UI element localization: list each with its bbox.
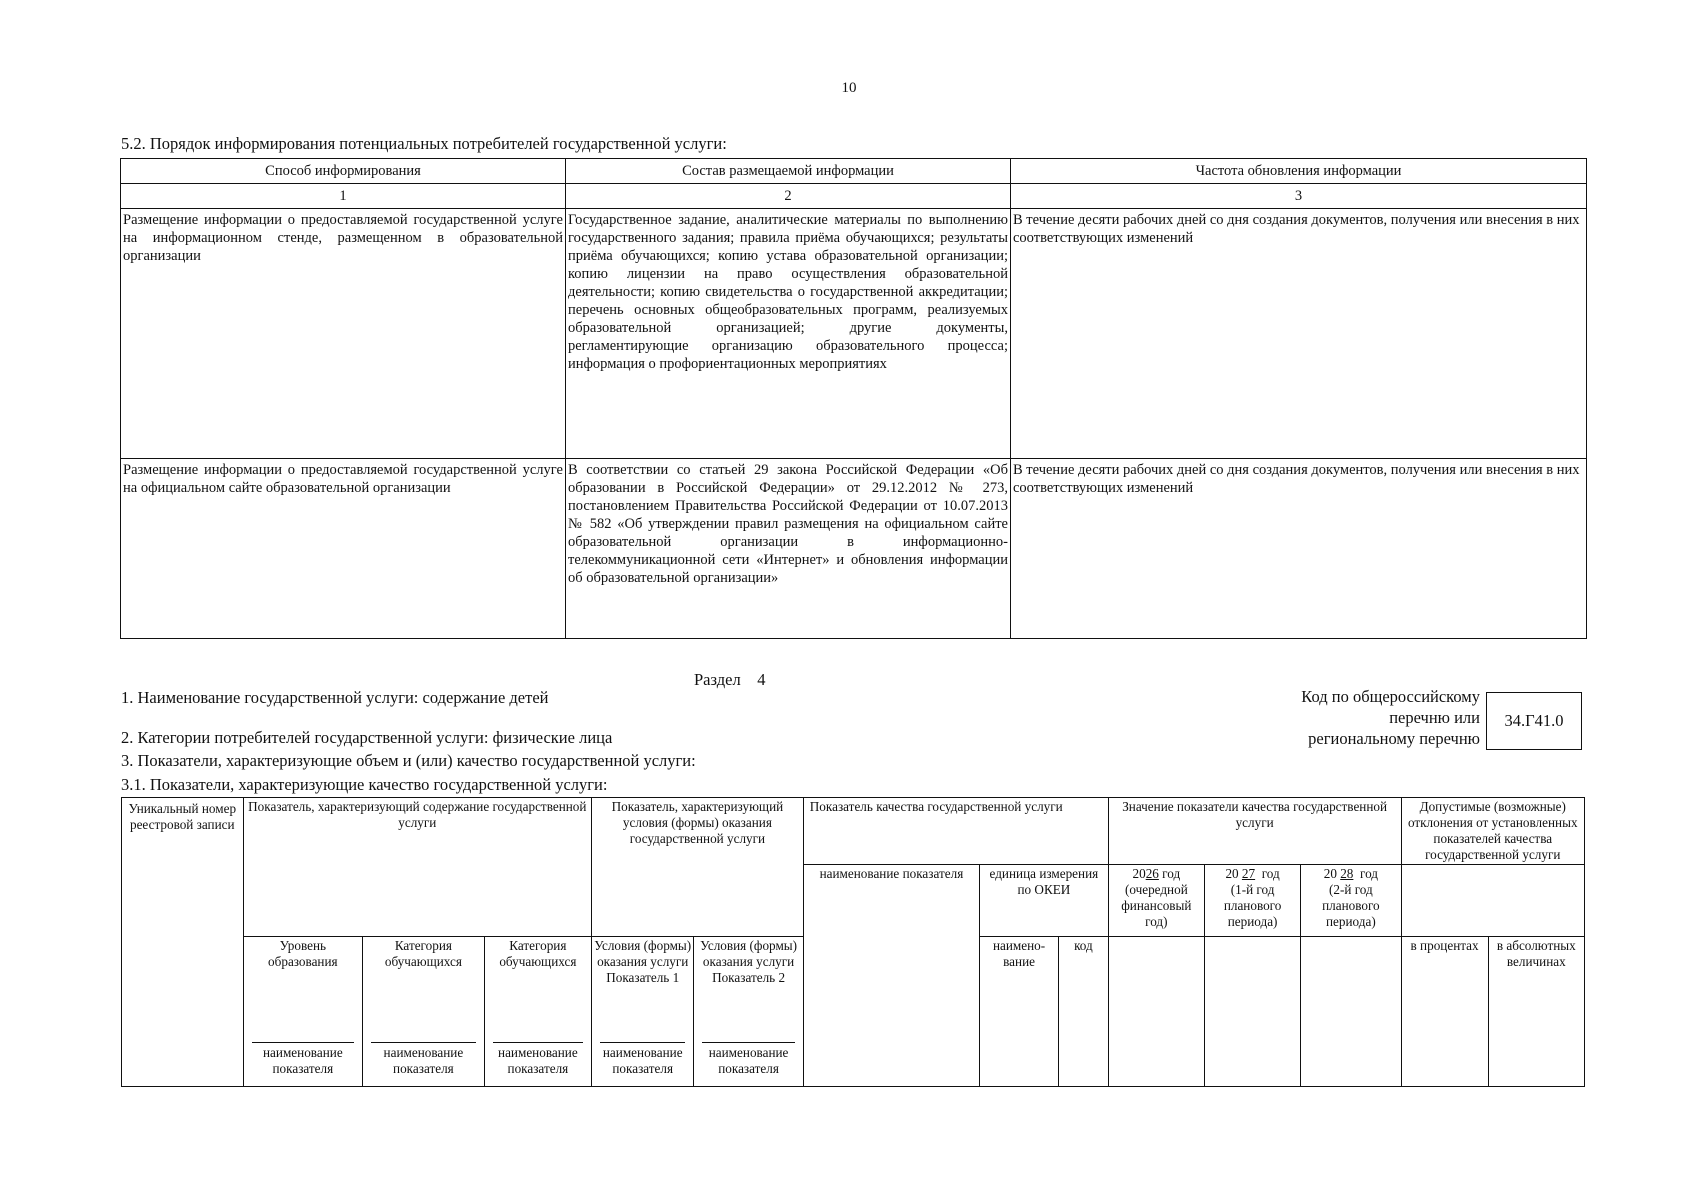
- year-1-note: (очередной финансовый год): [1121, 882, 1192, 929]
- unique-number-header: Уникальный номер реестровой записи: [122, 798, 244, 1087]
- year-2-body: [1204, 937, 1300, 1087]
- quality-indicator-header: Показатель качества государственной услуги: [803, 798, 1108, 865]
- edu-level-header: [243, 937, 363, 1087]
- quality-indicators-table: [121, 797, 1585, 1087]
- student-category-1-sub: наименование показателя: [383, 1045, 464, 1076]
- header-row-1: [122, 798, 1585, 865]
- service-code-box: 34.Г41.0: [1486, 692, 1582, 750]
- section-label: Раздел: [694, 670, 741, 689]
- page-number: 10: [841, 80, 857, 96]
- condition-2-sub: наименование показателя: [708, 1045, 789, 1076]
- student-category-2-label: Категория обучающихся: [499, 938, 577, 969]
- in-absolute-header: в абсолютных величинах: [1488, 937, 1584, 1087]
- student-category-2-header: [484, 937, 591, 1087]
- year-3-body: [1301, 937, 1401, 1087]
- student-category-2-sub: наименование показателя: [498, 1045, 578, 1076]
- year-2-header: [1204, 865, 1300, 937]
- section-number: 4: [757, 670, 766, 689]
- condition-2-label: Условия (формы) оказания услуги Показатель 2: [700, 938, 798, 985]
- content-indicator-header: Показатель, характеризующий содержание государственной услуги: [243, 798, 592, 937]
- student-category-1-label: Категория обучающихся: [384, 938, 462, 969]
- condition-2-header: [694, 937, 803, 1087]
- table-row: [121, 209, 1587, 459]
- unit-code-header: код: [1059, 937, 1109, 1087]
- conditions-indicator-header: Показатель, характеризующий условия (формы) оказания государственной услуги: [592, 798, 804, 937]
- table-header-row: [121, 159, 1587, 184]
- condition-1-sub: наименование показателя: [602, 1045, 683, 1076]
- code-label: [1220, 686, 1480, 749]
- year-3: 28: [1340, 866, 1354, 881]
- header-content: Состав размещаемой информации: [566, 159, 1011, 184]
- code-label-line-3: региональному перечню: [1308, 729, 1480, 748]
- year-1-header: [1108, 865, 1204, 937]
- year-2-note: (1-й год планового периода): [1223, 882, 1282, 929]
- condition-1-header: [592, 937, 694, 1087]
- row1-content: Государственное задание, аналитические материалы по выполнению государственного задания; правила приёма обучающихся; результаты приёма обучающихся; копию устава образовательной организации; копию лицензии на право осуществления образовательной деятельности; копию свидетельства о государственной аккредитации; перечень основных общеобразовательных программ, реализуемых образовательной организацией; другие документы, регламентирующие организацию образовательного процесса; информация о профориентационных мероприятиях: [566, 209, 1011, 459]
- row2-frequency: В течение десяти рабочих дней со дня создания документов, получения или внесения в них соответствующих изменений: [1011, 459, 1587, 639]
- row1-method: Размещение информации о предоставляемой государственной услуге на информационном стенде, размещенном в образовательной организации: [121, 209, 566, 459]
- section-heading: [694, 670, 765, 690]
- row2-content: В соответствии со статьей 29 закона Российской Федерации «Об образовании в Российской Федерации» от 29.12.2012 № 273, постановлением Правительства Российской Федерации от 10.07.2013 № 582 «Об утверждении правил размещения на официальном сайте образовательной организации в информационно-телекоммуникационной сети «Интернет» и обновления информации об образовательной организации»: [566, 459, 1011, 639]
- student-category-1-header: [363, 937, 485, 1087]
- divider: [493, 1042, 583, 1043]
- header-method: Способ информирования: [121, 159, 566, 184]
- indicator-name-header: наименование показателя: [803, 865, 979, 1087]
- deviation-header: Допустимые (возможные) отклонения от установленных показателей качества государственной услуги: [1401, 798, 1584, 865]
- year-suffix: год: [1261, 866, 1280, 881]
- year-1: 26: [1145, 866, 1159, 881]
- table-row: [121, 459, 1587, 639]
- column-number-row: [121, 184, 1587, 209]
- indicators-title: 3. Показатели, характеризующие объем и (или) качество государственной услуги:: [121, 751, 696, 770]
- quality-indicators-title: 3.1. Показатели, характеризующие качество государственной услуги:: [121, 775, 608, 794]
- condition-1-label: Условия (формы) оказания услуги Показатель 1: [594, 938, 692, 985]
- row1-frequency: В течение десяти рабочих дней со дня создания документов, получения или внесения в них соответствующих изменений: [1011, 209, 1587, 459]
- in-percent-header: в процентах: [1401, 937, 1488, 1087]
- divider: [371, 1042, 476, 1043]
- edu-level-sub: наименование показателя: [262, 1045, 343, 1076]
- divider: [252, 1042, 355, 1043]
- year-prefix: 20: [1132, 866, 1146, 881]
- row2-method: Размещение информации о предоставляемой государственной услуге на официальном сайте образовательной организации: [121, 459, 566, 639]
- section-5-2-title: 5.2. Порядок информирования потенциальных потребителей государственной услуги:: [121, 134, 727, 153]
- unit-name-header: наимено-вание: [980, 937, 1059, 1087]
- col-number-1: 1: [121, 184, 566, 209]
- edu-level-label: Уровень образования: [268, 938, 338, 969]
- code-label-line-1: Код по общероссийскому: [1301, 687, 1480, 706]
- deviation-spacer: [1401, 865, 1584, 937]
- year-3-note: (2-й год планового периода): [1322, 882, 1380, 929]
- consumer-categories: 2. Категории потребителей государственной услуги: физические лица: [121, 728, 613, 747]
- header-frequency: Частота обновления информации: [1011, 159, 1587, 184]
- quality-value-header: Значение показатели качества государственной услуги: [1108, 798, 1401, 865]
- divider: [600, 1042, 685, 1043]
- okei-unit-header: единица измерения по ОКЕИ: [980, 865, 1109, 937]
- service-name: 1. Наименование государственной услуги: содержание детей: [121, 688, 549, 707]
- year-suffix: год: [1359, 866, 1378, 881]
- year-prefix: 20: [1323, 866, 1337, 881]
- year-1-body: [1108, 937, 1204, 1087]
- year-2: 27: [1241, 866, 1256, 881]
- informing-table: [120, 158, 1587, 639]
- code-label-line-2: перечню или: [1389, 708, 1480, 727]
- year-prefix: 20: [1225, 866, 1239, 881]
- year-suffix: год: [1162, 866, 1181, 881]
- divider: [702, 1042, 794, 1043]
- year-3-header: [1301, 865, 1401, 937]
- col-number-2: 2: [566, 184, 1011, 209]
- col-number-3: 3: [1011, 184, 1587, 209]
